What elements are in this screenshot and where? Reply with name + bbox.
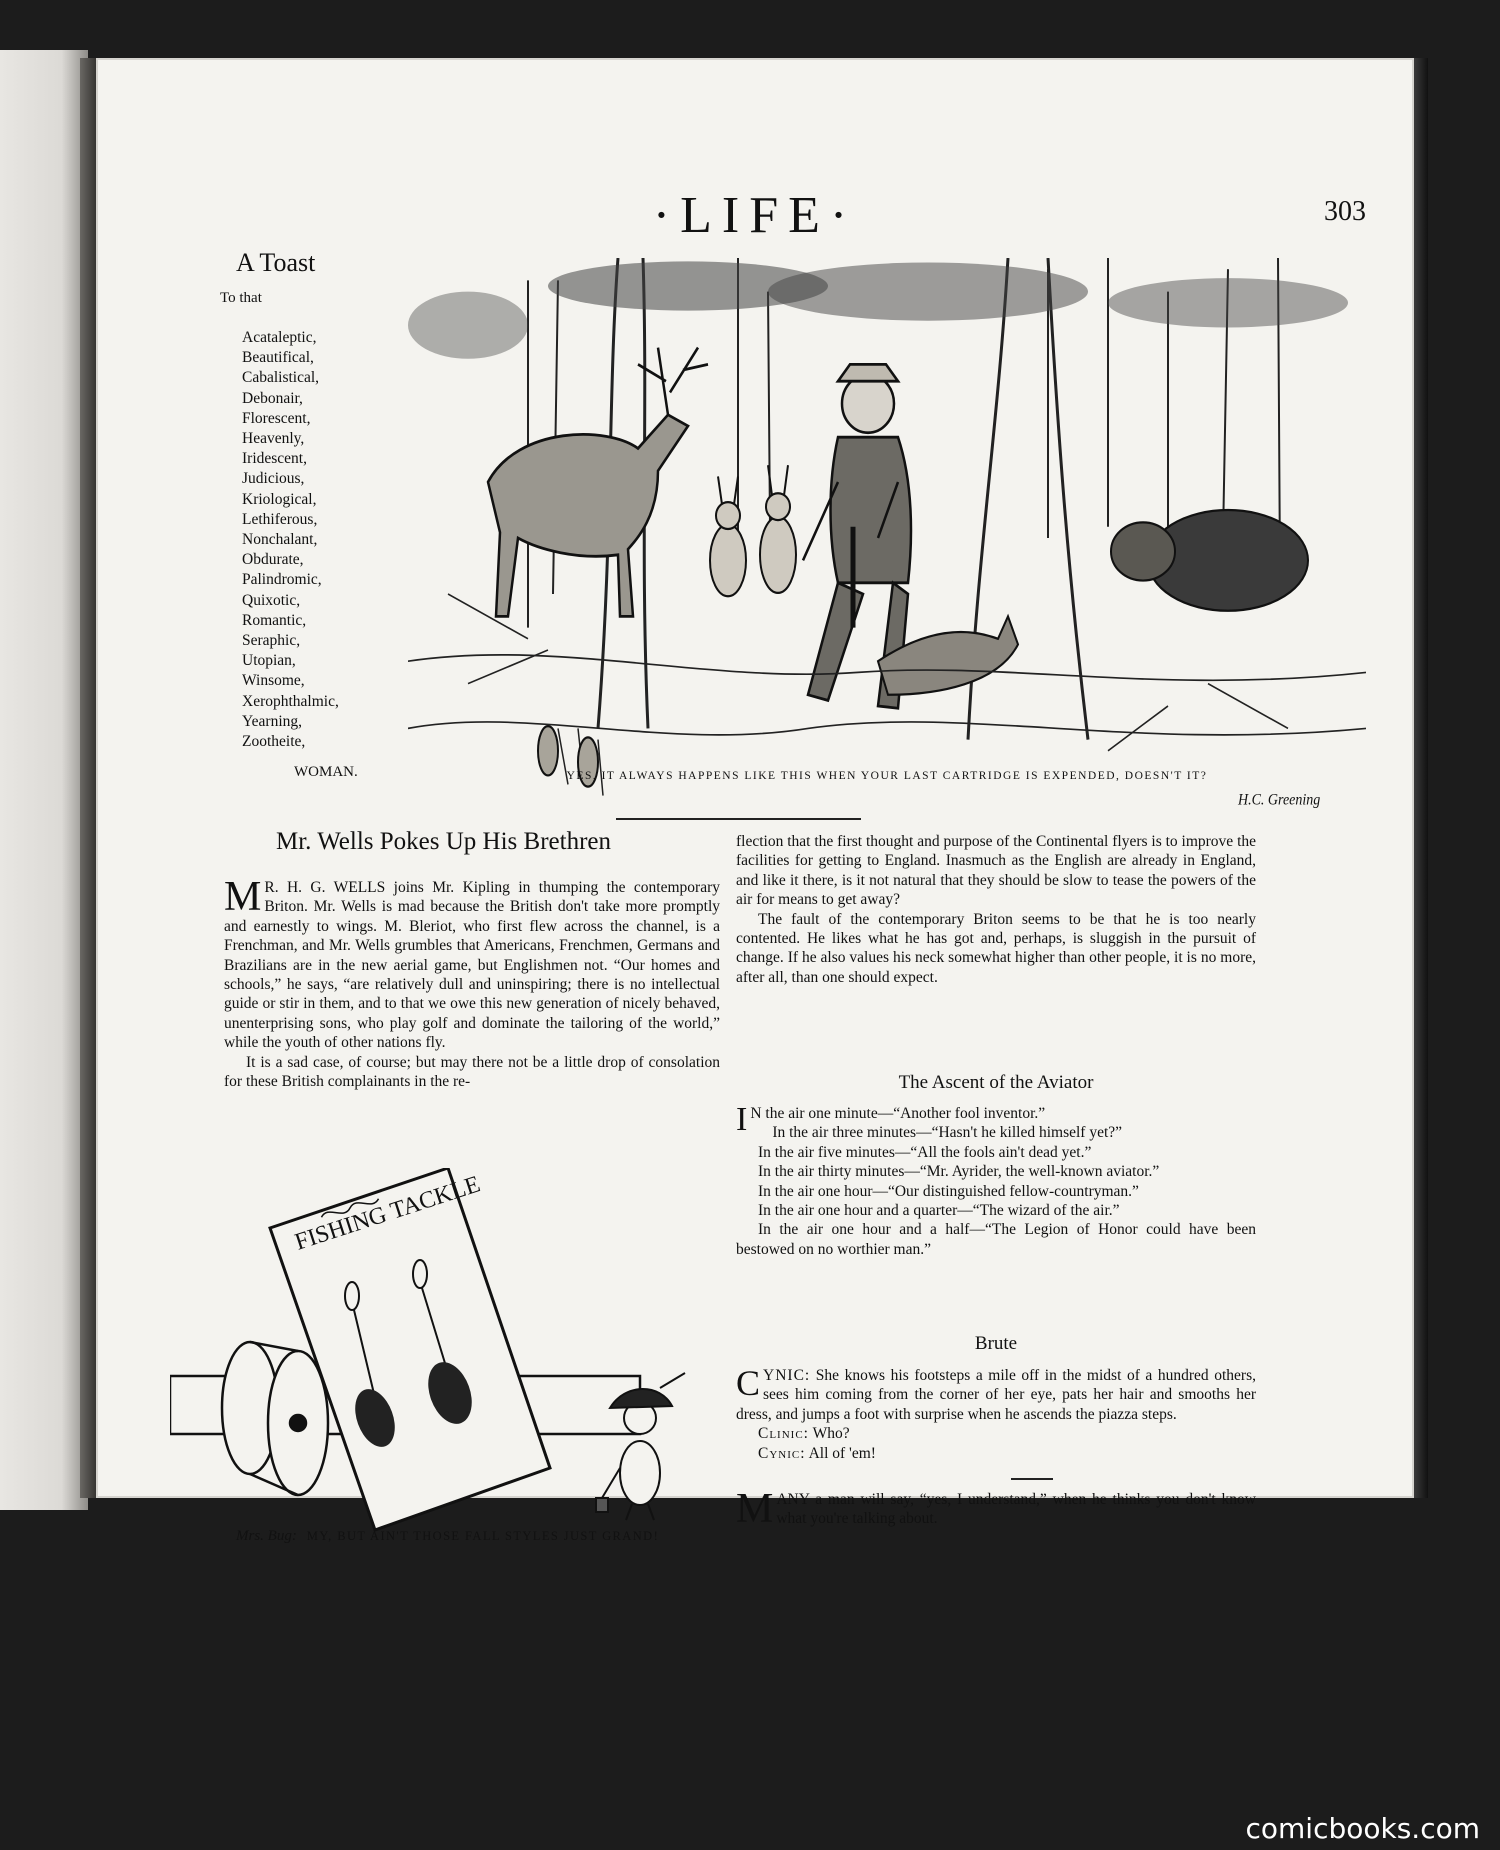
ascent-line: In the air one hour and a half—“The Legion of Honor could have been bestowed on no worthier man.” (736, 1221, 1256, 1258)
magazine-page (96, 58, 1414, 1544)
tackle-caption-text: MY, BUT AIN'T THOSE FALL STYLES JUST GRAND! (306, 1529, 660, 1543)
wells-paragraph-3: The fault of the contemporary Briton seems to be that he is too nearly contented. He likes what he has got and, perhaps, is sluggish in the pursuit of change. If he also values his neck somewhat higher than other people, it is no more, after all, than one should expect. (736, 910, 1256, 986)
fishing-tackle-illustration (170, 1168, 740, 1558)
toast-word: Quixotic, (242, 591, 301, 609)
ascent-heading: The Ascent of the Aviator (898, 1072, 1094, 1093)
ascent-line: In the air one hour and a quarter—“The wizard of the air.” (758, 1202, 1120, 1220)
tackle-caption (236, 1528, 796, 1545)
toast-word: Obdurate, (242, 551, 304, 569)
brute-cynic2-line (736, 1444, 1256, 1463)
masthead: ·LIFE· (652, 187, 858, 244)
toast-word: Lethiferous, (242, 510, 318, 528)
hunting-caption: YES, IT ALWAYS HAPPENS LIKE THIS WHEN YOUR LAST CARTRIDGE IS EXPENDED, DOESN'T IT? (566, 770, 1208, 782)
wells-para2-continued: flection that the first thought and purpose of the Continental flyers is to improve the facilities for getting to England. Inasmuch as the English are already in England, and like it there, is it not natural that they should be slow to tease the powers of the air for means to get away? (736, 833, 1256, 909)
brute-heading: Brute (974, 1333, 1018, 1354)
toast-word: Beautifical, (242, 349, 314, 367)
brute-cynic2-text: All of 'em! (808, 1444, 876, 1462)
brute-clinic-label: Clinic: (758, 1425, 809, 1443)
toast-word: Judicious, (242, 470, 305, 488)
toast-intro: To that (220, 290, 262, 306)
toast-word: Zootheite, (242, 733, 306, 751)
wells-article-left (224, 874, 720, 1091)
left-page-edge (0, 50, 88, 1510)
ascent-line: In the air five minutes—“All the fools ain't dead yet.” (758, 1143, 1092, 1161)
ascent-body (736, 1101, 1256, 1259)
toast-word: Palindromic, (242, 571, 322, 589)
toast-word: Cabalistical, (242, 369, 320, 387)
artist-signature: H.C. Greening (1238, 791, 1321, 809)
many-dropcap: M (736, 1486, 774, 1532)
wells-paragraph-1 (224, 874, 720, 1053)
brute-cynic2-label: Cynic: (758, 1444, 806, 1462)
toast-word: Acataleptic, (242, 329, 317, 346)
tackle-sign: FISHING TACKLE (291, 1171, 484, 1256)
ascent-line-text: N the air one minute—“Another fool inventor.” (750, 1105, 1046, 1122)
fishing-reel (222, 1342, 328, 1495)
wells-paragraph-2: It is a sad case, of course; but may there not be a little drop of consolation for these British complainants in the re- (224, 1053, 720, 1091)
tackle-caption-speaker: Mrs. Bug: (236, 1528, 297, 1544)
toast-word: Utopian, (242, 652, 296, 670)
many-paragraph (736, 1486, 1256, 1532)
short-divider (1011, 1478, 1053, 1480)
toast-word: Heavenly, (242, 430, 305, 448)
wells-dropcap: M (224, 874, 262, 920)
brute-cynic-paragraph (736, 1363, 1256, 1424)
right-page-edge (1414, 58, 1428, 1498)
toast-word: Winsome, (242, 672, 305, 690)
toast-word: Xerophthalmic, (242, 692, 339, 710)
toast-word: Debonair, (242, 389, 303, 407)
toast-word-list (242, 328, 339, 752)
hunting-illustration (408, 258, 1366, 818)
toast-word: Seraphic, (242, 632, 301, 650)
ascent-line: In the air thirty minutes—“Mr. Ayrider, the well-known aviator.” (758, 1163, 1160, 1181)
toast-closing: WOMAN. (294, 764, 358, 780)
ascent-line: In the air three minutes—“Hasn't he killed himself yet?” (772, 1124, 1123, 1142)
brute-dropcap: C (736, 1363, 761, 1403)
brute-cynic-text: She knows his footsteps a mile off in the midst of a hundred others, sees him coming from the corner of her eye, pats her hair and smooths her dress, and jumps a foot with surprise when he ascends the piazza steps. (736, 1367, 1256, 1423)
wells-para1-text: R. H. G. WELLS joins Mr. Kipling in thumping the contemporary Briton. Mr. Wells is mad because the British don't take more promptly and earnestly to wings. M. Bleriot, who first flew across the channel, is a Frenchman, and Mr. Wells grumbles that Americans, Frenchmen, Germans and Brazilians are in the new aerial game, but Englishmen not. “Our homes and schools,” he says, “are relatively dull and uninspiring; there is no intellectual guide or stir in them, and to that we owe this new generation of nicely behaved, unenterprising sons, who play golf and dominate the tailoring of the world,” while the youth of other nations fly. (224, 879, 720, 1052)
brute-clinic-text: Who? (812, 1425, 850, 1443)
brute-cynic-label: YNIC: (763, 1367, 811, 1384)
wells-heading: Mr. Wells Pokes Up His Brethren (275, 828, 611, 855)
brute-clinic-line (736, 1424, 1256, 1443)
toast-word: Romantic, (242, 611, 307, 629)
toast-word: Kriological, (242, 490, 317, 508)
ascent-line: In the air one hour—“Our distinguished fellow-countryman.” (758, 1182, 1139, 1200)
watermark: comicbooks.com (1245, 1812, 1480, 1845)
ascent-dropcap: I (736, 1101, 748, 1138)
brute-body (736, 1363, 1256, 1463)
page-number: 303 (1324, 196, 1366, 227)
wells-article-right (736, 832, 1256, 987)
many-wrap (736, 1486, 1256, 1532)
toast-title: A Toast (236, 248, 316, 277)
toast-word: Yearning, (242, 712, 302, 730)
toast-word: Iridescent, (242, 450, 307, 468)
toast-word: Nonchalant, (242, 531, 318, 549)
toast-word: Florescent, (242, 409, 311, 427)
section-divider (616, 818, 861, 820)
many-text: ANY a man will say, “yes, I understand,” when he thinks you don't know what you're talking about. (776, 1491, 1256, 1528)
